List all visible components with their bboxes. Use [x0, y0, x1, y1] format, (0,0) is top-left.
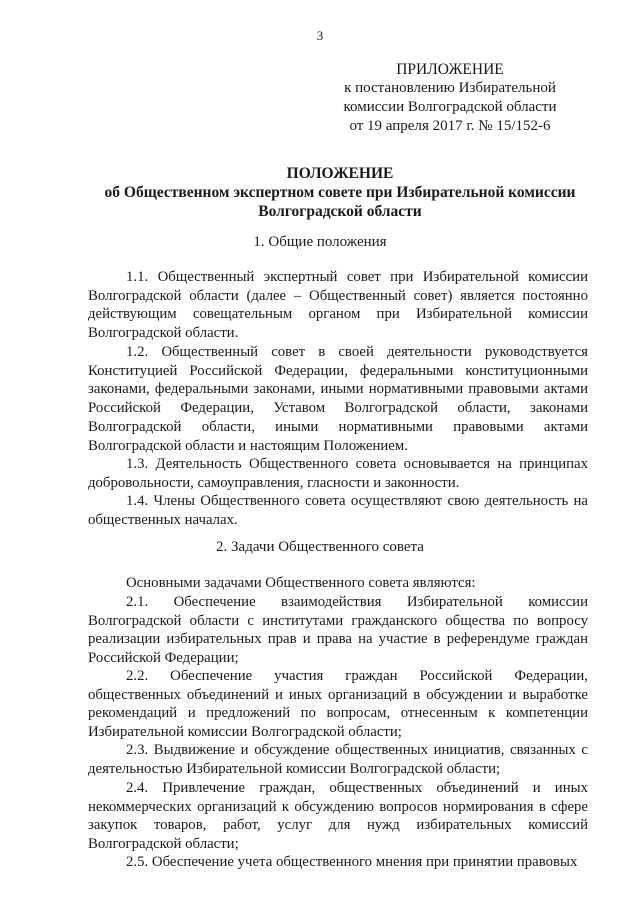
appendix-line-3: от 19 апреля 2017 г. № 15/152-6	[349, 118, 551, 134]
appendix-line-1: к постановлению Избирательной	[344, 80, 556, 96]
section-2-heading: 2. Задачи Общественного совета	[216, 539, 424, 555]
document-title-line-1: ПОЛОЖЕНИЕ	[286, 165, 394, 182]
paragraph-2-5: 2.5. Обеспечение учета общественного мнения при принятии правовых	[126, 854, 578, 870]
appendix-line-2: комиссии Волгоградской области	[343, 99, 557, 115]
paragraph-2-1: 2.1. Обеспечение взаимодействия Избирательной комиссии Волгоградской области с институтами гражданского общества по вопросу реализации избирательных прав и права на участие в референдуме граждан Российской Федерации;	[88, 594, 588, 667]
document-title-line-2: об Общественном экспертном совете при Избирательной комиссии	[104, 184, 576, 201]
document-title	[60, 164, 620, 221]
paragraph-2-3: 2.3. Выдвижение и обсуждение общественных инициатив, связанных с деятельностью Избирательной комиссии Волгоградской области;	[88, 742, 588, 777]
paragraph-1-3: 1.3. Деятельность Общественного совета основывается на принципах добровольности, самоуправления, гласности и законности.	[88, 456, 588, 491]
section-1-heading: 1. Общие положения	[253, 234, 387, 250]
section-2-intro: Основными задачами Общественного совета являются:	[126, 575, 476, 591]
page-number: 3	[316, 28, 324, 43]
document-title-line-3: Волгоградской области	[258, 203, 422, 220]
appendix-block	[330, 60, 570, 136]
paragraph-2-2: 2.2. Обеспечение участия граждан Российской Федерации, общественных объединений и иных организаций в обсуждении и выработке рекомендаций и предложений по вопросам, отнесенным к компетенции Избирательной комиссии Волгоградской области;	[88, 668, 588, 741]
paragraph-1-2: 1.2. Общественный совет в своей деятельности руководствуется Конституцией Российской Федерации, федеральными конституционными законами, федеральными законами, иными нормативными правовыми актами Российской Федерации, Уставом Волгоградской области, законами Волгоградской области, иными нормативными правовыми актами Волгоградской области и настоящим Положением.	[88, 344, 588, 454]
appendix-title: ПРИЛОЖЕНИЕ	[396, 61, 504, 78]
paragraph-1-4: 1.4. Члены Общественного совета осуществляют свою деятельность на общественных началах.	[88, 493, 588, 528]
paragraph-2-4: 2.4. Привлечение граждан, общественных объединений и иных некоммерческих организаций к обсуждению вопросов нормирования в сфере закупок товаров, работ, услуг для нужд избирательных комиссий Волгоградской области;	[88, 780, 588, 853]
paragraph-1-1: 1.1. Общественный экспертный совет при Избирательной комиссии Волгоградской области (далее – Общественный совет) является постоянно действующим совещательным органом при Избирательной комиссии Волгоградской области.	[88, 269, 588, 342]
